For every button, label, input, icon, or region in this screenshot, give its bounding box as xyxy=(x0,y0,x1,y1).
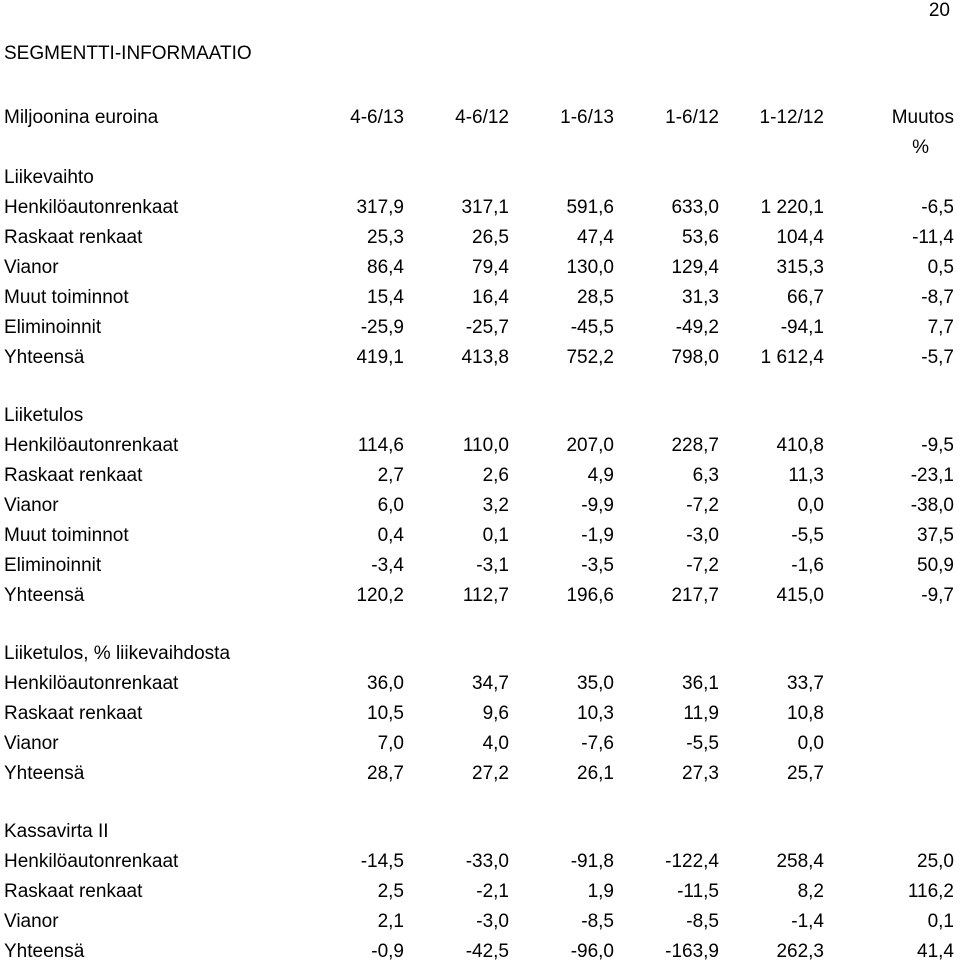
header-unit-row xyxy=(4,133,954,163)
table-cell: -7,2 xyxy=(686,555,719,576)
table-cell: 0,1 xyxy=(482,525,509,546)
table-cell: 10,8 xyxy=(787,703,824,724)
table-cell: 26,5 xyxy=(472,227,509,248)
table-cell: 7,7 xyxy=(927,317,954,338)
table-cell: -9,9 xyxy=(581,495,614,516)
table-cell: 86,4 xyxy=(367,257,404,278)
table-cell: 16,4 xyxy=(472,287,509,308)
section-title: Liiketulos, % liikevaihdosta xyxy=(4,643,231,664)
section-spacer xyxy=(4,789,954,817)
table-cell: -91,8 xyxy=(570,851,614,872)
table-cell: 28,7 xyxy=(367,763,404,784)
table-cell: 2,5 xyxy=(377,881,404,902)
table-row xyxy=(4,431,954,461)
row-label: Yhteensä xyxy=(4,763,85,784)
row-label: Henkilöautonrenkaat xyxy=(4,673,179,694)
table-cell: -7,2 xyxy=(686,495,719,516)
table-row xyxy=(4,253,954,283)
table-cell: 34,7 xyxy=(472,673,509,694)
table-cell xyxy=(824,669,954,699)
section-spacer xyxy=(4,373,954,401)
table-cell: 0,0 xyxy=(797,733,824,754)
page-number: 20 xyxy=(928,0,950,21)
table-cell: 4,9 xyxy=(587,465,614,486)
row-label: Vianor xyxy=(4,733,59,754)
column-header: 1-6/13 xyxy=(560,107,614,128)
section-title: Kassavirta II xyxy=(4,821,109,842)
section-title-row xyxy=(4,163,954,193)
row-label: Yhteensä xyxy=(4,585,85,606)
table-cell: -163,9 xyxy=(665,941,719,962)
table-cell: 262,3 xyxy=(776,941,824,962)
table-row xyxy=(4,343,954,373)
table-cell: 413,8 xyxy=(461,347,509,368)
table-cell: -8,5 xyxy=(581,911,614,932)
row-label: Henkilöautonrenkaat xyxy=(4,197,179,218)
table-cell: 228,7 xyxy=(671,435,719,456)
table-cell: 25,7 xyxy=(787,763,824,784)
table-row xyxy=(4,907,954,937)
table-cell: 28,5 xyxy=(577,287,614,308)
row-label: Vianor xyxy=(4,257,59,278)
table-cell: -23,1 xyxy=(910,465,954,486)
table-cell: 10,3 xyxy=(577,703,614,724)
table-cell: 6,0 xyxy=(377,495,404,516)
table-cell: 15,4 xyxy=(367,287,404,308)
row-label: Henkilöautonrenkaat xyxy=(4,435,179,456)
table-cell: 37,5 xyxy=(917,525,954,546)
table-cell: 36,0 xyxy=(367,673,404,694)
header-label: Miljoonina euroina xyxy=(4,107,159,128)
table-cell: -11,4 xyxy=(912,227,954,248)
table-cell: -38,0 xyxy=(910,495,954,516)
row-label: Eliminoinnit xyxy=(4,317,102,338)
table-row xyxy=(4,521,954,551)
page-title: SEGMENTTI-INFORMAATIO xyxy=(4,43,252,64)
table-cell: -3,5 xyxy=(581,555,614,576)
column-header: 4-6/13 xyxy=(350,107,404,128)
table-cell: -1,9 xyxy=(581,525,614,546)
table-cell: 1 220,1 xyxy=(760,197,824,218)
table-cell: 130,0 xyxy=(566,257,614,278)
table-cell: 6,3 xyxy=(692,465,719,486)
table-cell: -49,2 xyxy=(675,317,719,338)
table-cell: -45,5 xyxy=(570,317,614,338)
table-cell: 2,7 xyxy=(377,465,404,486)
table-row xyxy=(4,729,954,759)
table-cell: -8,5 xyxy=(686,911,719,932)
column-header: 1-12/12 xyxy=(759,107,824,128)
table-cell: -3,0 xyxy=(476,911,509,932)
table-cell: 317,1 xyxy=(461,197,509,218)
table-cell: -11,5 xyxy=(677,881,719,902)
table-cell: -25,9 xyxy=(360,317,404,338)
row-label: Yhteensä xyxy=(4,941,85,962)
row-label: Raskaat renkaat xyxy=(4,465,143,486)
table-cell: 217,7 xyxy=(671,585,719,606)
table-cell: 315,3 xyxy=(776,257,824,278)
segment-table xyxy=(4,103,954,967)
row-label: Eliminoinnit xyxy=(4,555,102,576)
table-cell: 53,6 xyxy=(682,227,719,248)
table-row xyxy=(4,313,954,343)
segment-table-container xyxy=(4,103,954,967)
table-cell: -6,5 xyxy=(921,197,954,218)
table-cell: -3,1 xyxy=(476,555,509,576)
row-label: Vianor xyxy=(4,911,59,932)
table-cell: -2,1 xyxy=(476,881,509,902)
table-cell: -3,0 xyxy=(686,525,719,546)
table-cell: 798,0 xyxy=(671,347,719,368)
section-title-row xyxy=(4,401,954,431)
table-cell: -1,6 xyxy=(791,555,824,576)
table-row xyxy=(4,847,954,877)
row-label: Raskaat renkaat xyxy=(4,881,143,902)
table-row xyxy=(4,283,954,313)
table-cell: 1 612,4 xyxy=(760,347,824,368)
table-cell: 3,2 xyxy=(482,495,509,516)
section-title: Liikevaihto xyxy=(4,167,94,188)
table-cell: 7,0 xyxy=(377,733,404,754)
change-unit: % xyxy=(912,137,929,158)
table-cell: 633,0 xyxy=(671,197,719,218)
table-cell: 419,1 xyxy=(356,347,404,368)
table-cell: 47,4 xyxy=(577,227,614,248)
table-cell: 114,6 xyxy=(357,435,404,456)
table-cell: 31,3 xyxy=(682,287,719,308)
table-cell: 207,0 xyxy=(566,435,614,456)
row-label: Raskaat renkaat xyxy=(4,227,143,248)
table-cell: 0,1 xyxy=(927,911,954,932)
table-cell: -8,7 xyxy=(921,287,954,308)
section-title-row xyxy=(4,817,954,847)
table-cell: 410,8 xyxy=(776,435,824,456)
table-cell: 11,9 xyxy=(683,703,719,724)
row-label: Vianor xyxy=(4,495,59,516)
table-cell: 27,2 xyxy=(472,763,509,784)
table-cell: 41,4 xyxy=(917,941,954,962)
table-cell: 196,6 xyxy=(566,585,614,606)
table-cell: 129,4 xyxy=(671,257,719,278)
table-cell: 10,5 xyxy=(367,703,404,724)
table-cell: -9,7 xyxy=(921,585,954,606)
table-body xyxy=(4,163,954,967)
table-cell: 8,2 xyxy=(797,881,824,902)
table-cell: 36,1 xyxy=(682,673,719,694)
table-cell: 110,0 xyxy=(462,435,509,456)
table-cell: -3,4 xyxy=(371,555,404,576)
table-cell: 2,1 xyxy=(377,911,404,932)
table-cell: 25,3 xyxy=(367,227,404,248)
row-label: Yhteensä xyxy=(4,347,85,368)
table-cell: 116,2 xyxy=(907,881,954,902)
table-cell xyxy=(824,699,954,729)
row-label: Muut toiminnot xyxy=(4,525,129,546)
table-cell: -96,0 xyxy=(570,941,614,962)
table-cell: -5,5 xyxy=(686,733,719,754)
table-cell: -25,7 xyxy=(465,317,509,338)
table-cell: -9,5 xyxy=(921,435,954,456)
table-cell: 0,4 xyxy=(377,525,404,546)
table-cell xyxy=(824,759,954,789)
table-cell: 258,4 xyxy=(776,851,824,872)
table-cell: -0,9 xyxy=(371,941,404,962)
table-cell: 104,4 xyxy=(776,227,824,248)
table-cell: 35,0 xyxy=(577,673,614,694)
table-cell: 752,2 xyxy=(566,347,614,368)
header-row xyxy=(4,103,954,133)
table-cell: 33,7 xyxy=(787,673,824,694)
table-row xyxy=(4,877,954,907)
table-row xyxy=(4,669,954,699)
table-cell: 66,7 xyxy=(787,287,824,308)
row-label: Raskaat renkaat xyxy=(4,703,143,724)
table-row xyxy=(4,491,954,521)
table-row xyxy=(4,759,954,789)
table-cell: -122,4 xyxy=(665,851,719,872)
table-cell: 1,9 xyxy=(587,881,614,902)
table-cell: -94,1 xyxy=(780,317,824,338)
table-row xyxy=(4,581,954,611)
table-cell: -5,5 xyxy=(791,525,824,546)
table-row xyxy=(4,193,954,223)
column-header: Muutos xyxy=(891,107,954,128)
table-cell: -5,7 xyxy=(921,347,954,368)
table-cell: 317,9 xyxy=(356,197,404,218)
table-row xyxy=(4,937,954,967)
table-cell: 0,0 xyxy=(797,495,824,516)
table-cell: -42,5 xyxy=(465,941,509,962)
table-cell: -33,0 xyxy=(465,851,509,872)
table-cell: 79,4 xyxy=(472,257,509,278)
row-label: Henkilöautonrenkaat xyxy=(4,851,179,872)
table-cell: 27,3 xyxy=(682,763,719,784)
table-cell: 0,5 xyxy=(927,257,954,278)
section-title-row xyxy=(4,639,954,669)
table-row xyxy=(4,699,954,729)
table-cell xyxy=(824,729,954,759)
table-row xyxy=(4,223,954,253)
table-cell: 25,0 xyxy=(917,851,954,872)
table-cell: -1,4 xyxy=(791,911,824,932)
table-cell: 591,6 xyxy=(566,197,614,218)
table-row xyxy=(4,461,954,491)
table-cell: -14,5 xyxy=(360,851,404,872)
table-row xyxy=(4,551,954,581)
table-cell: 4,0 xyxy=(482,733,509,754)
section-title: Liiketulos xyxy=(4,405,84,426)
section-spacer xyxy=(4,611,954,639)
table-cell: 120,2 xyxy=(356,585,404,606)
table-cell: 50,9 xyxy=(917,555,954,576)
table-cell: -7,6 xyxy=(581,733,614,754)
column-header: 1-6/12 xyxy=(665,107,719,128)
table-cell: 112,7 xyxy=(462,585,509,606)
column-header: 4-6/12 xyxy=(455,107,509,128)
table-cell: 9,6 xyxy=(482,703,509,724)
table-cell: 415,0 xyxy=(776,585,824,606)
table-cell: 26,1 xyxy=(577,763,614,784)
row-label: Muut toiminnot xyxy=(4,287,129,308)
table-cell: 11,3 xyxy=(788,465,824,486)
table-cell: 2,6 xyxy=(482,465,509,486)
